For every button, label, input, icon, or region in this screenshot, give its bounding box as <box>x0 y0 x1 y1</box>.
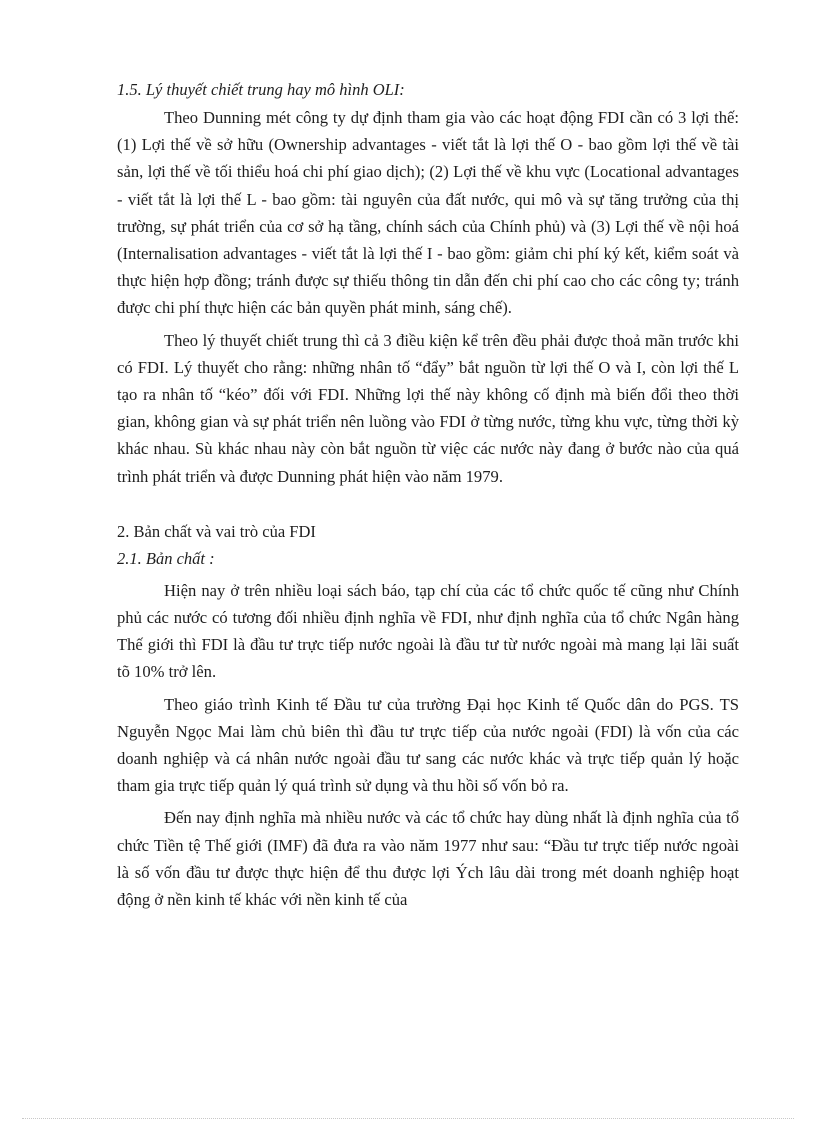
section-heading-2: 2. Bản chất và vai trò của FDI <box>117 521 316 541</box>
paragraph: Theo lý thuyết chiết trung thì cả 3 điều kiện kể trên đều phải được thoả mãn trước khi có FDI. Lý thuyết cho rằng: những nhân tố “đẩy” bắt nguồn từ lợi thế O và I, còn lợi thế L tạo ra nhân tố “kéo” đối với FDI. Những lợi thế này không cố định mà biến đổi theo thời gian, không gian và sự phát triển nên luồng vào FDI ở từng nước, từng khu vực, từng thời kỳ khác nhau. Sù khác nhau này còn bắt nguồn từ việc các nước này đang ở bước nào của quá trình phát triển và được Dunning phát hiện vào năm 1979. <box>117 330 739 486</box>
paragraph: Đến nay định nghĩa mà nhiều nước và các tổ chức hay dùng nhất là định nghĩa của tổ chức Tiền tệ Thế giới (IMF) đã đưa ra vào năm 1977 như sau: “Đầu tư trực tiếp nước ngoài là số vốn đầu tư được thực hiện để thu được lợi Ých lâu dài trong mét doanh nghiệp hoạt động ở nền kinh tế khác với nền kinh tế của <box>117 808 739 910</box>
section-heading-2-1: 2.1. Bản chất : <box>117 548 215 568</box>
document-page <box>117 76 739 913</box>
paragraph: Theo Dunning mét công ty dự định tham gia vào các hoạt động FDI cần có 3 lợi thế: (1) Lợi thế về sở hữu (Ownership advantages - viết tắt là lợi thế O - bao gồm lợi thế về tài sản, lợi thế về tối thiểu hoá chi phí giao dịch); (2) Lợi thế về khu vực (Locational advantages - viết tắt là lợi thế L - bao gồm: tài nguyên của đất nước, qui mô và sự tăng trưởng của thị trường, sự phát triển của cơ sở hạ tầng, chính sách của Chính phủ) và (3) Lợi thế về nội hoá (Internalisation advantages - viết tắt là lợi thế I - bao gồm: giảm chi phí ký kết, kiểm soát và thực hiện hợp đồng; tránh được sự thiếu thông tin dẫn đến chi phí cao cho các công ty; tránh được chi phí thực hiện các bản quyền phát minh, sáng chế). <box>117 108 739 318</box>
spacer <box>117 490 739 518</box>
section-heading-1-5: 1.5. Lý thuyết chiết trung hay mô hình OLI: <box>117 80 405 99</box>
paragraph: Theo giáo trình Kinh tế Đầu tư của trường Đại học Kinh tế Quốc dân do PGS. TS Nguyễn Ngọc Mai làm chủ biên thì đầu tư trực tiếp của nước ngoài (FDI) là vốn của các doanh nghiệp và cá nhân nước ngoài đầu tư sang các nước khác và trực tiếp quản lý hoặc tham gia trực tiếp quản lý quá trình sử dụng và thu hồi số vốn bỏ ra. <box>117 694 739 796</box>
page-bottom-divider <box>22 1118 794 1119</box>
paragraph: Hiện nay ở trên nhiều loại sách báo, tạp chí của các tổ chức quốc tế cũng như Chính phủ các nước có tương đối nhiều định nghĩa về FDI, như định nghĩa của tổ chức Ngân hàng Thế giới thì FDI là đầu tư trực tiếp nước ngoài là đầu tư từ nước ngoài mà mang lại lãi suất tõ 10% trở lên. <box>117 580 739 682</box>
